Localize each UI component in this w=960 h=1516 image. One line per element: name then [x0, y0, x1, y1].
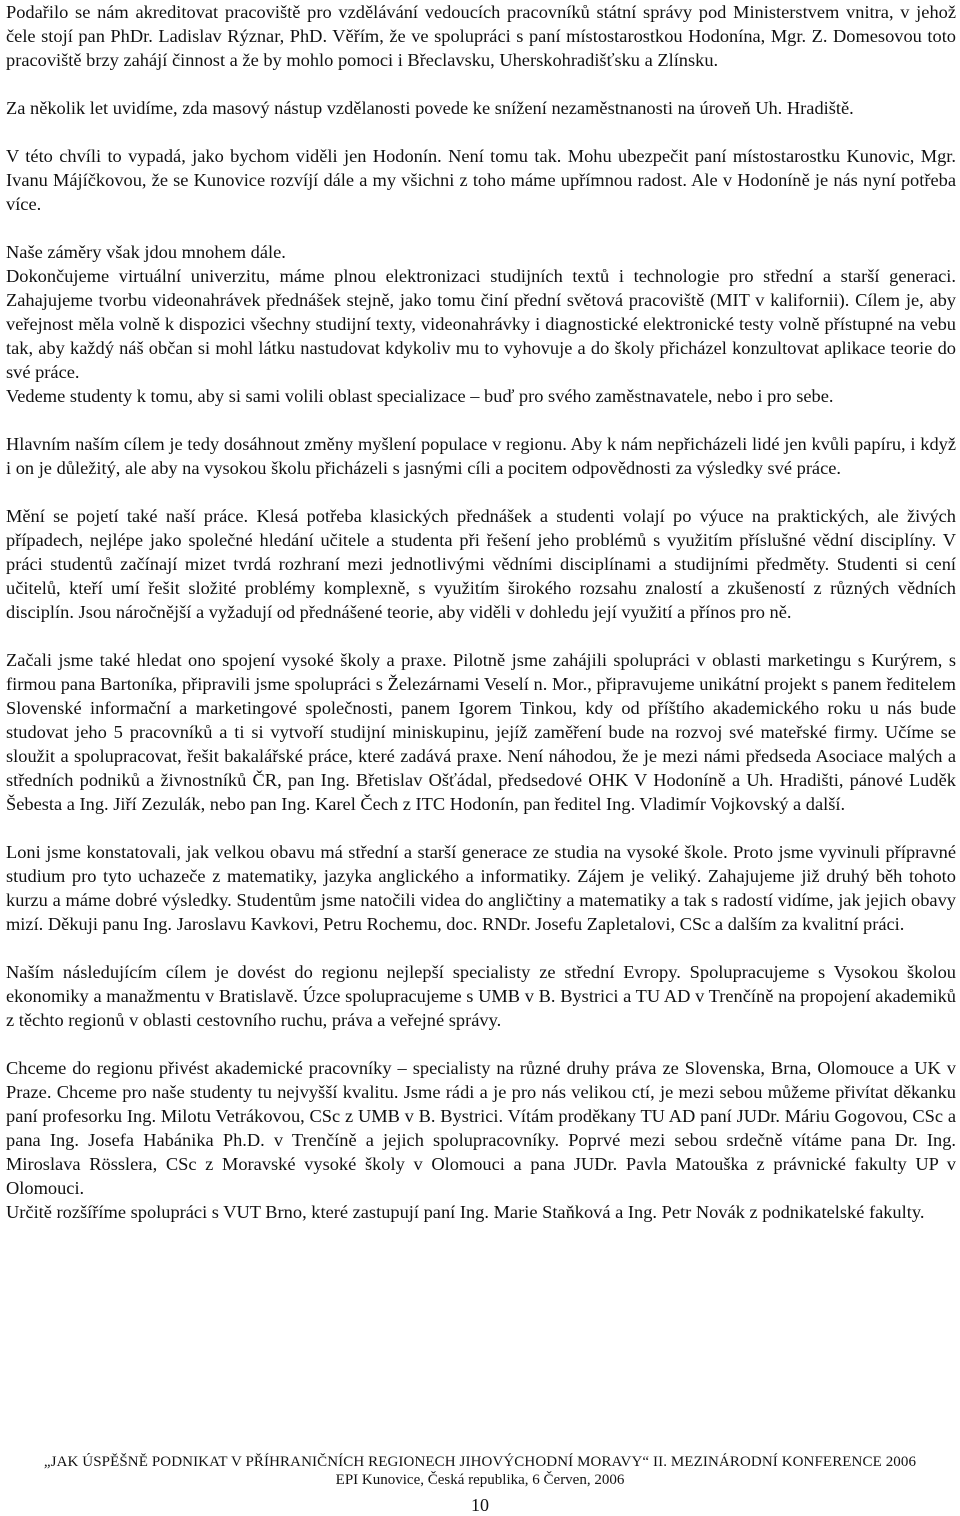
- footer-conference-title: „JAK ÚSPĚŠNĚ PODNIKAT V PŘÍHRANIČNÍCH REGIONECH JIHOVÝCHODNÍ MORAVY“ II. MEZINÁRODNÍ KONFERENCE 2006: [43, 1454, 917, 1470]
- paragraph-gap: [6, 816, 956, 840]
- paragraph-accreditation: Podařilo se nám akreditovat pracoviště pro vzdělávání vedoucích pracovníků státní správy pod Ministerstvem vnitra, v jehož čele stojí pan PhDr. Ladislav Rýznar, PhD. Věřím, že ve spolupráci s paní místostarostkou Hodonína, Mgr. Z. Domesovou toto pracoviště brzy zahájí činnost a že by mohlo pomoci i Břeclavsku, Uherskohradišťsku a Zlínsku.: [6, 2, 956, 70]
- paragraph-academics: Chceme do regionu přivést akademické pracovníky – specialisty na různé druhy práva ze Slovenska, Brna, Olomouce a UK v Praze. Chceme pro naše studenty tu nejvyšší kvalitu. Jsme rádi a je pro nás velikou ctí, je mezi sebou můžeme přivítat děkanku paní profesorku Ing. Milotu Vetrákovou, CSc z UMB v B. Bystrici. Vítám proděkany TU AD paní JUDr. Máriu Gogovou, CSc a pana Ing. Josefa Habánika Ph.D. v Trenčíně a jejich spolupracovníky. Poprvé mezi sebou srdečně vítáme pana Dr. Ing. Miroslava Rösslera, CSc z Moravské vysoké školy v Olomouci a pana JUDr. Pavla Matouška z právnické fakulty UP v Olomouci.: [6, 1058, 956, 1198]
- paragraph-intentions: Naše záměry však jdou mnohem dále.: [6, 242, 286, 262]
- paragraph-specialists: Naším následujícím cílem je dovést do regionu nejlepší specialisty ze střední Evropy. Spolupracujeme s Vysokou školou ekonomiky a manažmentu v Bratislavě. Úzce spolupracujeme s UMB v B. Bystrici a TU AD v Trenčíně na propojení akademiků z těchto regionů v oblasti cestovního ruchu, práva a veřejné správy.: [6, 962, 956, 1030]
- paragraph-gap: [6, 72, 956, 96]
- paragraph-vut-brno: Určitě rozšíříme spolupráci s VUT Brno, které zastupují paní Ing. Marie Staňková a Ing. Petr Novák z podnikatelské fakulty.: [6, 1202, 925, 1222]
- paragraph-gap: [6, 120, 956, 144]
- footer-venue: EPI Kunovice, Česká republika, 6 Červen, 2006: [335, 1472, 625, 1488]
- paragraph-kunovice: V této chvíli to vypadá, jako bychom viděli jen Hodonín. Není tomu tak. Mohu ubezpečit paní místostarostku Kunovic, Mgr. Ivanu Májíčkovou, že se Kunovice rozvíjí dále a my všichni z toho máme upřímnou radost. Ale v Hodoníně je nás nyní potřeba více.: [6, 146, 956, 214]
- document-page: [6, 0, 956, 1224]
- paragraph-main-goal: Hlavním naším cílem je tedy dosáhnout změny myšlení populace v regionu. Aby k nám nepřicházeli lidé jen kvůli papíru, i když i on je důležitý, ale aby na vysokou školu přicházeli s jasnými cíli a pocitem odpovědnosti za výsledky své práce.: [6, 434, 956, 478]
- paragraph-gap: [6, 480, 956, 504]
- paragraph-practice-cooperation: Začali jsme také hledat ono spojení vysoké školy a praxe. Pilotně jsme zahájili spolupráci v oblasti marketingu s Kurýrem, s firmou pana Bartoníka, připravili jsme spolupráci s Železárnami Veselí n. Mor., připravujeme unikátní projekt s panem ředitelem Slovenské informační a marketingové společnosti, panem Igorem Tinkou, kdy od příštího akademického roku u nás bude studovat jeho 5 pracovníků a ti si vytvoří studijní miniskupinu, jejíž zaměření bude na rozvoj své mateřské firmy. Učíme se sloužit a spolupracovat, řešit bakalářské práce, které zadává praxe. Není náhodou, že je mezi námi předseda Asociace malých a středních podniků a živnostníků ČR, pan Ing. Břetislav Ošťádal, předsedové OHK V Hodoníně a Uh. Hradišti, pánové Luděk Šebesta a Ing. Jiří Zezulák, nebo pan Ing. Karel Čech z ITC Hodonín, pan ředitel Ing. Vladimír Vojkovský a další.: [6, 650, 956, 814]
- page-number: 10: [471, 1495, 489, 1515]
- paragraph-gap: [6, 624, 956, 648]
- paragraph-virtual-university: Dokončujeme virtuální univerzitu, máme plnou elektronizaci studijních textů i technologie pro střední a starší generaci. Zahajujeme tvorbu videonahrávek přednášek stejně, jako tomu činí přední světová pracoviště (MIT v kalifornii). Cílem je, aby veřejnost měla volně k dispozici všechny studijní texty, videonahrávky i diagnostické elektronické testy volně přístupné na vebu tak, aby každý náš občan si mohl látku nastudovat kdykoliv mu to vyhovuje a do školy přicházel konzultovat aplikace teorie do své práce.: [6, 266, 956, 382]
- paragraph-gap: [6, 1032, 956, 1056]
- paragraph-gap: [6, 408, 956, 432]
- paragraph-unemployment: Za několik let uvidíme, zda masový nástup vzdělanosti povede ke snížení nezaměstnanosti na úroveň Uh. Hradiště.: [6, 98, 854, 118]
- paragraph-preparatory-study: Loni jsme konstatovali, jak velkou obavu má střední a starší generace ze studia na vysoké škole. Proto jsme vyvinuli přípravné studium pro tyto uchazeče z matematiky, jazyka anglického a informatiky. Zájem je veliký. Zahajujeme již druhý běh tohoto kurzu a máme dobré výsledky. Studentům jsme natočili videa do angličtiny a matematiky a tak s radostí vidíme, jak jejich obavy mizí. Děkuji panu Ing. Jaroslavu Kavkovi, Petru Rochemu, doc. RNDr. Josefu Zapletalovi, CSc a dalším za kvalitní práci.: [6, 842, 956, 934]
- page-footer: [0, 1453, 960, 1516]
- paragraph-work-concept: Mění se pojetí také naší práce. Klesá potřeba klasických přednášek a studenti volají po výuce na praktických, ale živých případech, nejlépe jako společné hledání učitele a studenta při řešení jeho problémů s využitím příslušné vědní disciplíny. V práci studentů začínají mizet tvrdá rozhraní mezi jednotlivými vědními disciplínami a studijními předměty. Studenti si cení učitelů, kteří umí řešit složité problémy komplexně, s využitím širokého rozsahu znalostí a zkušeností z různých vědních disciplín. Jsou náročnější a vyžadují od přednášené teorie, aby viděli v dohledu její využití a přínos pro ně.: [6, 506, 956, 622]
- paragraph-specialization: Vedeme studenty k tomu, aby si sami volili oblast specializace – buď pro svého zaměstnavatele, nebo i pro sebe.: [6, 386, 834, 406]
- paragraph-gap: [6, 936, 956, 960]
- paragraph-gap: [6, 216, 956, 240]
